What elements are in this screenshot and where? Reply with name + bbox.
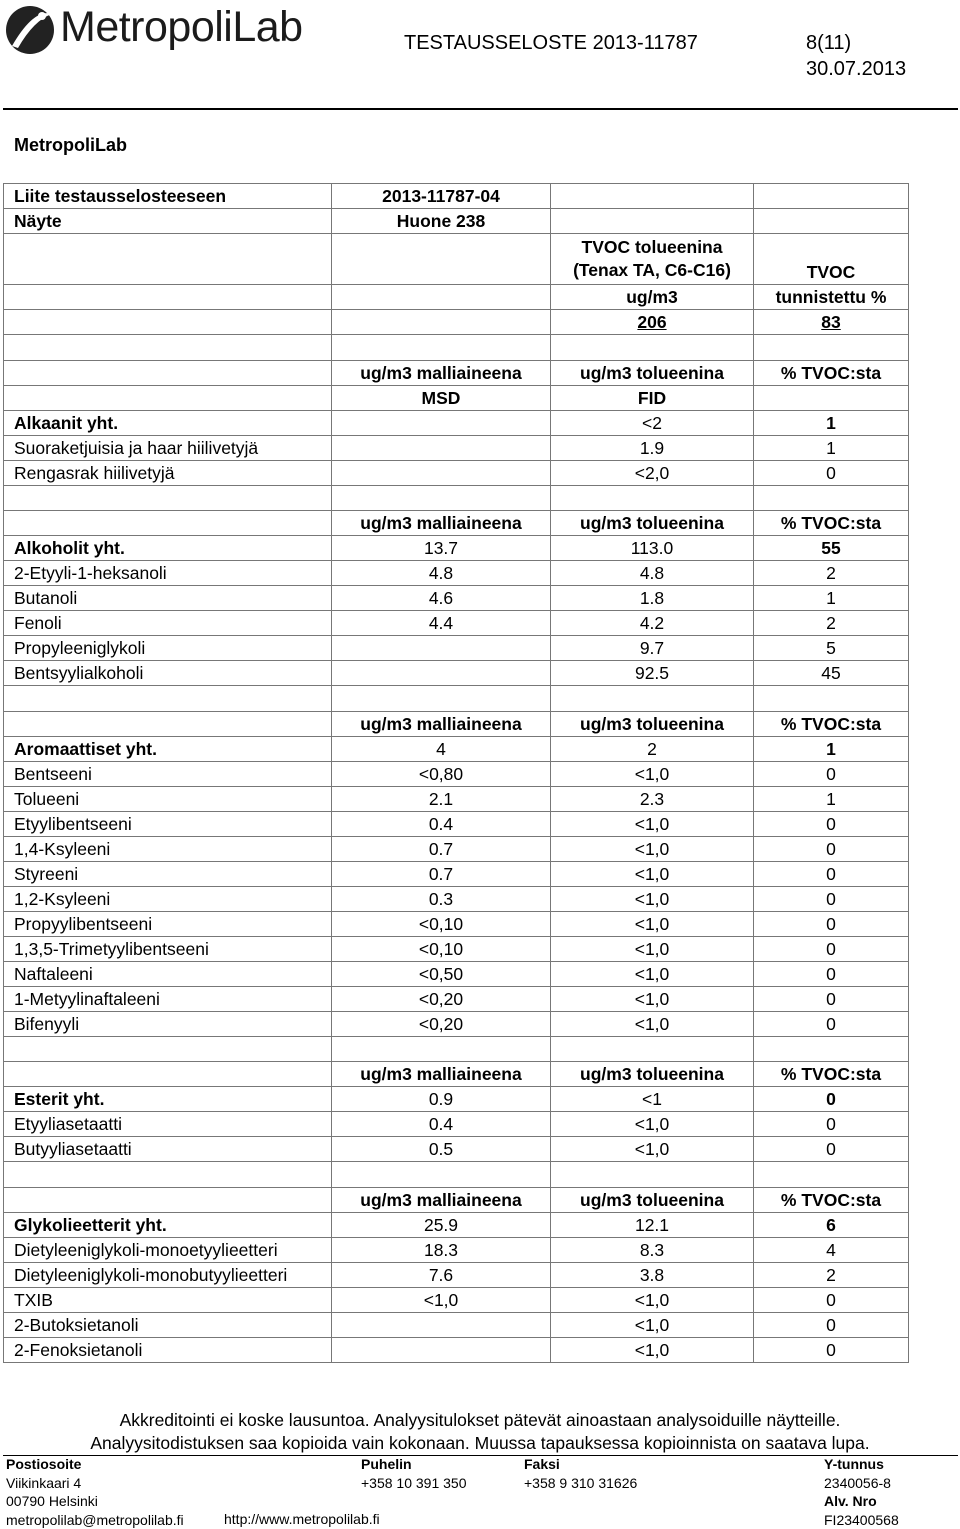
value-msd (332, 1337, 551, 1362)
header-msd: ug/m3 malliaineena (332, 511, 551, 536)
compound-row (4, 1137, 909, 1162)
tvoc-title-line1: TVOC tolueenina (582, 237, 723, 257)
tvoc-unit-row (4, 285, 909, 310)
compound-row (4, 661, 909, 686)
footer-phone-title: Puhelin (361, 1455, 467, 1474)
footer-fax-title: Faksi (524, 1455, 637, 1474)
compound-name: Alkoholit yht. (4, 536, 332, 561)
value-pct: 1 (754, 786, 909, 811)
value-fid: <1,0 (551, 1112, 754, 1137)
compound-row (4, 1262, 909, 1287)
compound-row (4, 460, 909, 485)
value-pct: 6 (754, 1212, 909, 1237)
value-fid: <1,0 (551, 1287, 754, 1312)
header-fid: ug/m3 tolueenina (551, 1062, 754, 1087)
value-msd: 0.7 (332, 836, 551, 861)
compound-name: 1,2-Ksyleeni (4, 886, 332, 911)
value-msd: 13.7 (332, 536, 551, 561)
footer-business-id (824, 1455, 899, 1529)
compound-name: Dietyleeniglykoli-monoetyylieetteri (4, 1237, 332, 1262)
value-pct: 0 (754, 1087, 909, 1112)
value-pct: 0 (754, 1287, 909, 1312)
value-msd (332, 661, 551, 686)
compound-name: 2-Etyyli-1-heksanoli (4, 561, 332, 586)
compound-name: 2-Fenoksietanoli (4, 1337, 332, 1362)
compound-name: Butyyliasetaatti (4, 1137, 332, 1162)
compound-name: Propyleeniglykoli (4, 636, 332, 661)
value-pct: 2 (754, 561, 909, 586)
value-pct: 45 (754, 661, 909, 686)
sample-label: Näyte (4, 209, 332, 234)
value-fid: <1,0 (551, 1337, 754, 1362)
tvoc-value: 206 (637, 312, 666, 332)
compound-row (4, 936, 909, 961)
compound-name: Styreeni (4, 861, 332, 886)
header-fid: ug/m3 tolueenina (551, 1187, 754, 1212)
compound-row (4, 961, 909, 986)
value-pct: 0 (754, 1112, 909, 1137)
compound-name: 1,3,5-Trimetyylibentseeni (4, 936, 332, 961)
method-row (4, 385, 909, 410)
compound-name: Esterit yht. (4, 1087, 332, 1112)
tvoc-title-line2: (Tenax TA, C6-C16) (573, 260, 731, 280)
disclaimer-line-1: Akkreditointi ei koske lausuntoa. Analyysitulokset pätevät ainoastaan analysoiduille näytteille. (0, 1410, 960, 1431)
compound-row (4, 1337, 909, 1362)
header-pct: % TVOC:sta (754, 511, 909, 536)
header-fid: ug/m3 tolueenina (551, 711, 754, 736)
value-pct: 0 (754, 1312, 909, 1337)
value-fid: <1,0 (551, 1011, 754, 1036)
compound-row (4, 1112, 909, 1137)
compound-row (4, 561, 909, 586)
compound-name: Butanoli (4, 586, 332, 611)
value-fid: <1,0 (551, 961, 754, 986)
value-pct: 0 (754, 761, 909, 786)
disclaimer-line-2: Analyysitodistuksen saa kopioida vain kokonaan. Muussa tapauksessa kopioinnista on saatava lupa. (0, 1433, 960, 1454)
compound-name: Rengasrak hiilivetyjä (4, 460, 332, 485)
column-header-row (4, 1062, 909, 1087)
tvoc-title (551, 234, 754, 285)
value-fid: <1,0 (551, 911, 754, 936)
header-msd: ug/m3 malliaineena (332, 360, 551, 385)
value-msd: 0.4 (332, 1112, 551, 1137)
value-msd: 0.9 (332, 1087, 551, 1112)
footer-email-link[interactable]: metropolilab@metropolilab.fi (6, 1511, 184, 1529)
value-msd: <0,80 (332, 761, 551, 786)
value-msd: <0,10 (332, 911, 551, 936)
sample-row (4, 209, 909, 234)
value-msd: 4.8 (332, 561, 551, 586)
attachment-label: Liite testausselosteeseen (4, 184, 332, 209)
value-fid: <1,0 (551, 811, 754, 836)
tvoc-identified-unit: tunnistettu % (754, 285, 909, 310)
value-fid: <1,0 (551, 761, 754, 786)
group-total-row (4, 536, 909, 561)
value-pct: 2 (754, 611, 909, 636)
value-pct: 0 (754, 1137, 909, 1162)
value-msd: 0.4 (332, 811, 551, 836)
value-fid: 92.5 (551, 661, 754, 686)
group-total-row (4, 1212, 909, 1237)
compound-row (4, 861, 909, 886)
group-total-row (4, 410, 909, 435)
value-msd (332, 636, 551, 661)
value-fid: <1,0 (551, 936, 754, 961)
value-fid: 12.1 (551, 1212, 754, 1237)
value-pct: 0 (754, 811, 909, 836)
compound-row (4, 986, 909, 1011)
value-fid: 4.8 (551, 561, 754, 586)
spacer-row (4, 1162, 909, 1188)
tvoc-title-row (4, 234, 909, 285)
spacer-row (4, 485, 909, 511)
compound-row (4, 1237, 909, 1262)
value-msd: <0,20 (332, 1011, 551, 1036)
value-msd: 7.6 (332, 1262, 551, 1287)
value-fid: <1,0 (551, 1312, 754, 1337)
sample-value: Huone 238 (332, 209, 551, 234)
compound-name: Naftaleeni (4, 961, 332, 986)
compound-row (4, 811, 909, 836)
compound-name: TXIB (4, 1287, 332, 1312)
compound-row (4, 1287, 909, 1312)
column-header-row (4, 1187, 909, 1212)
compound-name: Suoraketjuisia ja haar hiilivetyjä (4, 435, 332, 460)
compound-row (4, 911, 909, 936)
value-pct: 0 (754, 936, 909, 961)
header-pct: % TVOC:sta (754, 1062, 909, 1087)
compound-row (4, 435, 909, 460)
value-fid: <1,0 (551, 886, 754, 911)
value-fid: <1 (551, 1087, 754, 1112)
compound-row (4, 611, 909, 636)
value-pct: 1 (754, 736, 909, 761)
tvoc-identified-title: TVOC (754, 234, 909, 285)
compound-name: Aromaattiset yht. (4, 736, 332, 761)
value-msd: <1,0 (332, 1287, 551, 1312)
value-msd: <0,20 (332, 986, 551, 1011)
tvoc-value-row (4, 310, 909, 335)
footer-vat-title: Alv. Nro (824, 1492, 899, 1511)
header-pct: % TVOC:sta (754, 711, 909, 736)
value-msd: 0.5 (332, 1137, 551, 1162)
value-fid: 1.8 (551, 586, 754, 611)
spacer-row (4, 335, 909, 361)
header-pct: % TVOC:sta (754, 1187, 909, 1212)
value-fid: <1,0 (551, 861, 754, 886)
attachment-row (4, 184, 909, 209)
page-footer (0, 1455, 960, 1523)
header-pct: % TVOC:sta (754, 360, 909, 385)
tvoc-identified-value: 83 (821, 312, 840, 332)
value-msd: <0,10 (332, 936, 551, 961)
value-pct: 1 (754, 586, 909, 611)
value-msd: 4.6 (332, 586, 551, 611)
compound-row (4, 786, 909, 811)
method-msd: MSD (332, 385, 551, 410)
value-pct: 0 (754, 1337, 909, 1362)
value-pct: 2 (754, 1262, 909, 1287)
footer-business-id-title: Y-tunnus (824, 1455, 899, 1474)
value-msd: 4.4 (332, 611, 551, 636)
header-fid: ug/m3 tolueenina (551, 511, 754, 536)
compound-row (4, 1011, 909, 1036)
value-pct: 0 (754, 1011, 909, 1036)
compound-name: Bentsyylialkoholi (4, 661, 332, 686)
column-header-row (4, 511, 909, 536)
column-header-row (4, 711, 909, 736)
group-total-row (4, 1087, 909, 1112)
value-pct: 0 (754, 861, 909, 886)
compound-name: Dietyleeniglykoli-monobutyylieetteri (4, 1262, 332, 1287)
compound-name: Alkaanit yht. (4, 410, 332, 435)
value-fid: 2 (551, 736, 754, 761)
value-pct: 0 (754, 836, 909, 861)
compound-name: Glykolieetterit yht. (4, 1212, 332, 1237)
compound-name: 1-Metyylinaftaleeni (4, 986, 332, 1011)
footer-address-title: Postiosoite (6, 1455, 184, 1474)
value-pct: 1 (754, 410, 909, 435)
value-msd: 0.3 (332, 886, 551, 911)
footer-address-street: Viikinkaari 4 (6, 1474, 184, 1493)
compound-name: Tolueeni (4, 786, 332, 811)
column-header-row (4, 360, 909, 385)
spacer-row (4, 686, 909, 712)
footer-address (6, 1455, 184, 1529)
value-pct: 4 (754, 1237, 909, 1262)
results-table (3, 183, 909, 1363)
footer-phone-value: +358 10 391 350 (361, 1474, 467, 1493)
value-msd: <0,50 (332, 961, 551, 986)
header-msd: ug/m3 malliaineena (332, 711, 551, 736)
compound-name: Propyylibentseeni (4, 911, 332, 936)
value-fid: <1,0 (551, 1137, 754, 1162)
value-pct: 0 (754, 961, 909, 986)
value-fid: 3.8 (551, 1262, 754, 1287)
footer-web-link[interactable]: http://www.metropolilab.fi (224, 1510, 380, 1529)
compound-name: Bentseeni (4, 761, 332, 786)
footer-business-id-value: 2340056-8 (824, 1474, 899, 1493)
value-fid: 113.0 (551, 536, 754, 561)
compound-row (4, 586, 909, 611)
report-date: 30.07.2013 (806, 58, 906, 81)
compound-name: Bifenyyli (4, 1011, 332, 1036)
value-fid: <2 (551, 410, 754, 435)
value-pct: 55 (754, 536, 909, 561)
header-fid: ug/m3 tolueenina (551, 360, 754, 385)
attachment-value: 2013-11787-04 (332, 184, 551, 209)
header-msd: ug/m3 malliaineena (332, 1187, 551, 1212)
tvoc-unit: ug/m3 (551, 285, 754, 310)
compound-name: Fenoli (4, 611, 332, 636)
value-pct: 0 (754, 911, 909, 936)
lab-name: MetropoliLab (14, 135, 127, 156)
value-msd: 18.3 (332, 1237, 551, 1262)
value-fid: <1,0 (551, 986, 754, 1011)
compound-row (4, 836, 909, 861)
compound-row (4, 761, 909, 786)
header-msd: ug/m3 malliaineena (332, 1062, 551, 1087)
compound-name: Etyyliasetaatti (4, 1112, 332, 1137)
compound-name: Etyylibentseeni (4, 811, 332, 836)
page-header (0, 0, 960, 110)
value-msd (332, 410, 551, 435)
footer-fax (524, 1455, 637, 1492)
value-pct: 0 (754, 886, 909, 911)
value-fid: 4.2 (551, 611, 754, 636)
method-fid: FID (551, 385, 754, 410)
footer-fax-value: +358 9 310 31626 (524, 1474, 637, 1493)
logo-text: MetropoliLab (60, 3, 303, 52)
value-pct: 5 (754, 636, 909, 661)
value-fid: 2.3 (551, 786, 754, 811)
footer-phone (361, 1455, 467, 1492)
value-msd: 0.7 (332, 861, 551, 886)
value-fid: <2,0 (551, 460, 754, 485)
value-pct: 1 (754, 435, 909, 460)
value-pct: 0 (754, 986, 909, 1011)
value-fid: <1,0 (551, 836, 754, 861)
header-divider (3, 108, 958, 110)
group-total-row (4, 736, 909, 761)
value-msd: 2.1 (332, 786, 551, 811)
value-msd: 25.9 (332, 1212, 551, 1237)
value-pct: 0 (754, 460, 909, 485)
spacer-row (4, 1036, 909, 1062)
value-fid: 8.3 (551, 1237, 754, 1262)
value-msd (332, 460, 551, 485)
page-number: 8(11) (806, 32, 851, 55)
value-fid: 9.7 (551, 636, 754, 661)
compound-row (4, 1312, 909, 1337)
compound-row (4, 636, 909, 661)
footer-vat-value: FI23400568 (824, 1511, 899, 1529)
value-msd (332, 435, 551, 460)
value-fid: 1.9 (551, 435, 754, 460)
compound-row (4, 886, 909, 911)
report-title: TESTAUSSELOSTE 2013-11787 (404, 32, 698, 55)
value-msd: 4 (332, 736, 551, 761)
footer-address-city: 00790 Helsinki (6, 1492, 184, 1511)
compound-name: 1,4-Ksyleeni (4, 836, 332, 861)
compound-name: 2-Butoksietanoli (4, 1312, 332, 1337)
value-msd (332, 1312, 551, 1337)
